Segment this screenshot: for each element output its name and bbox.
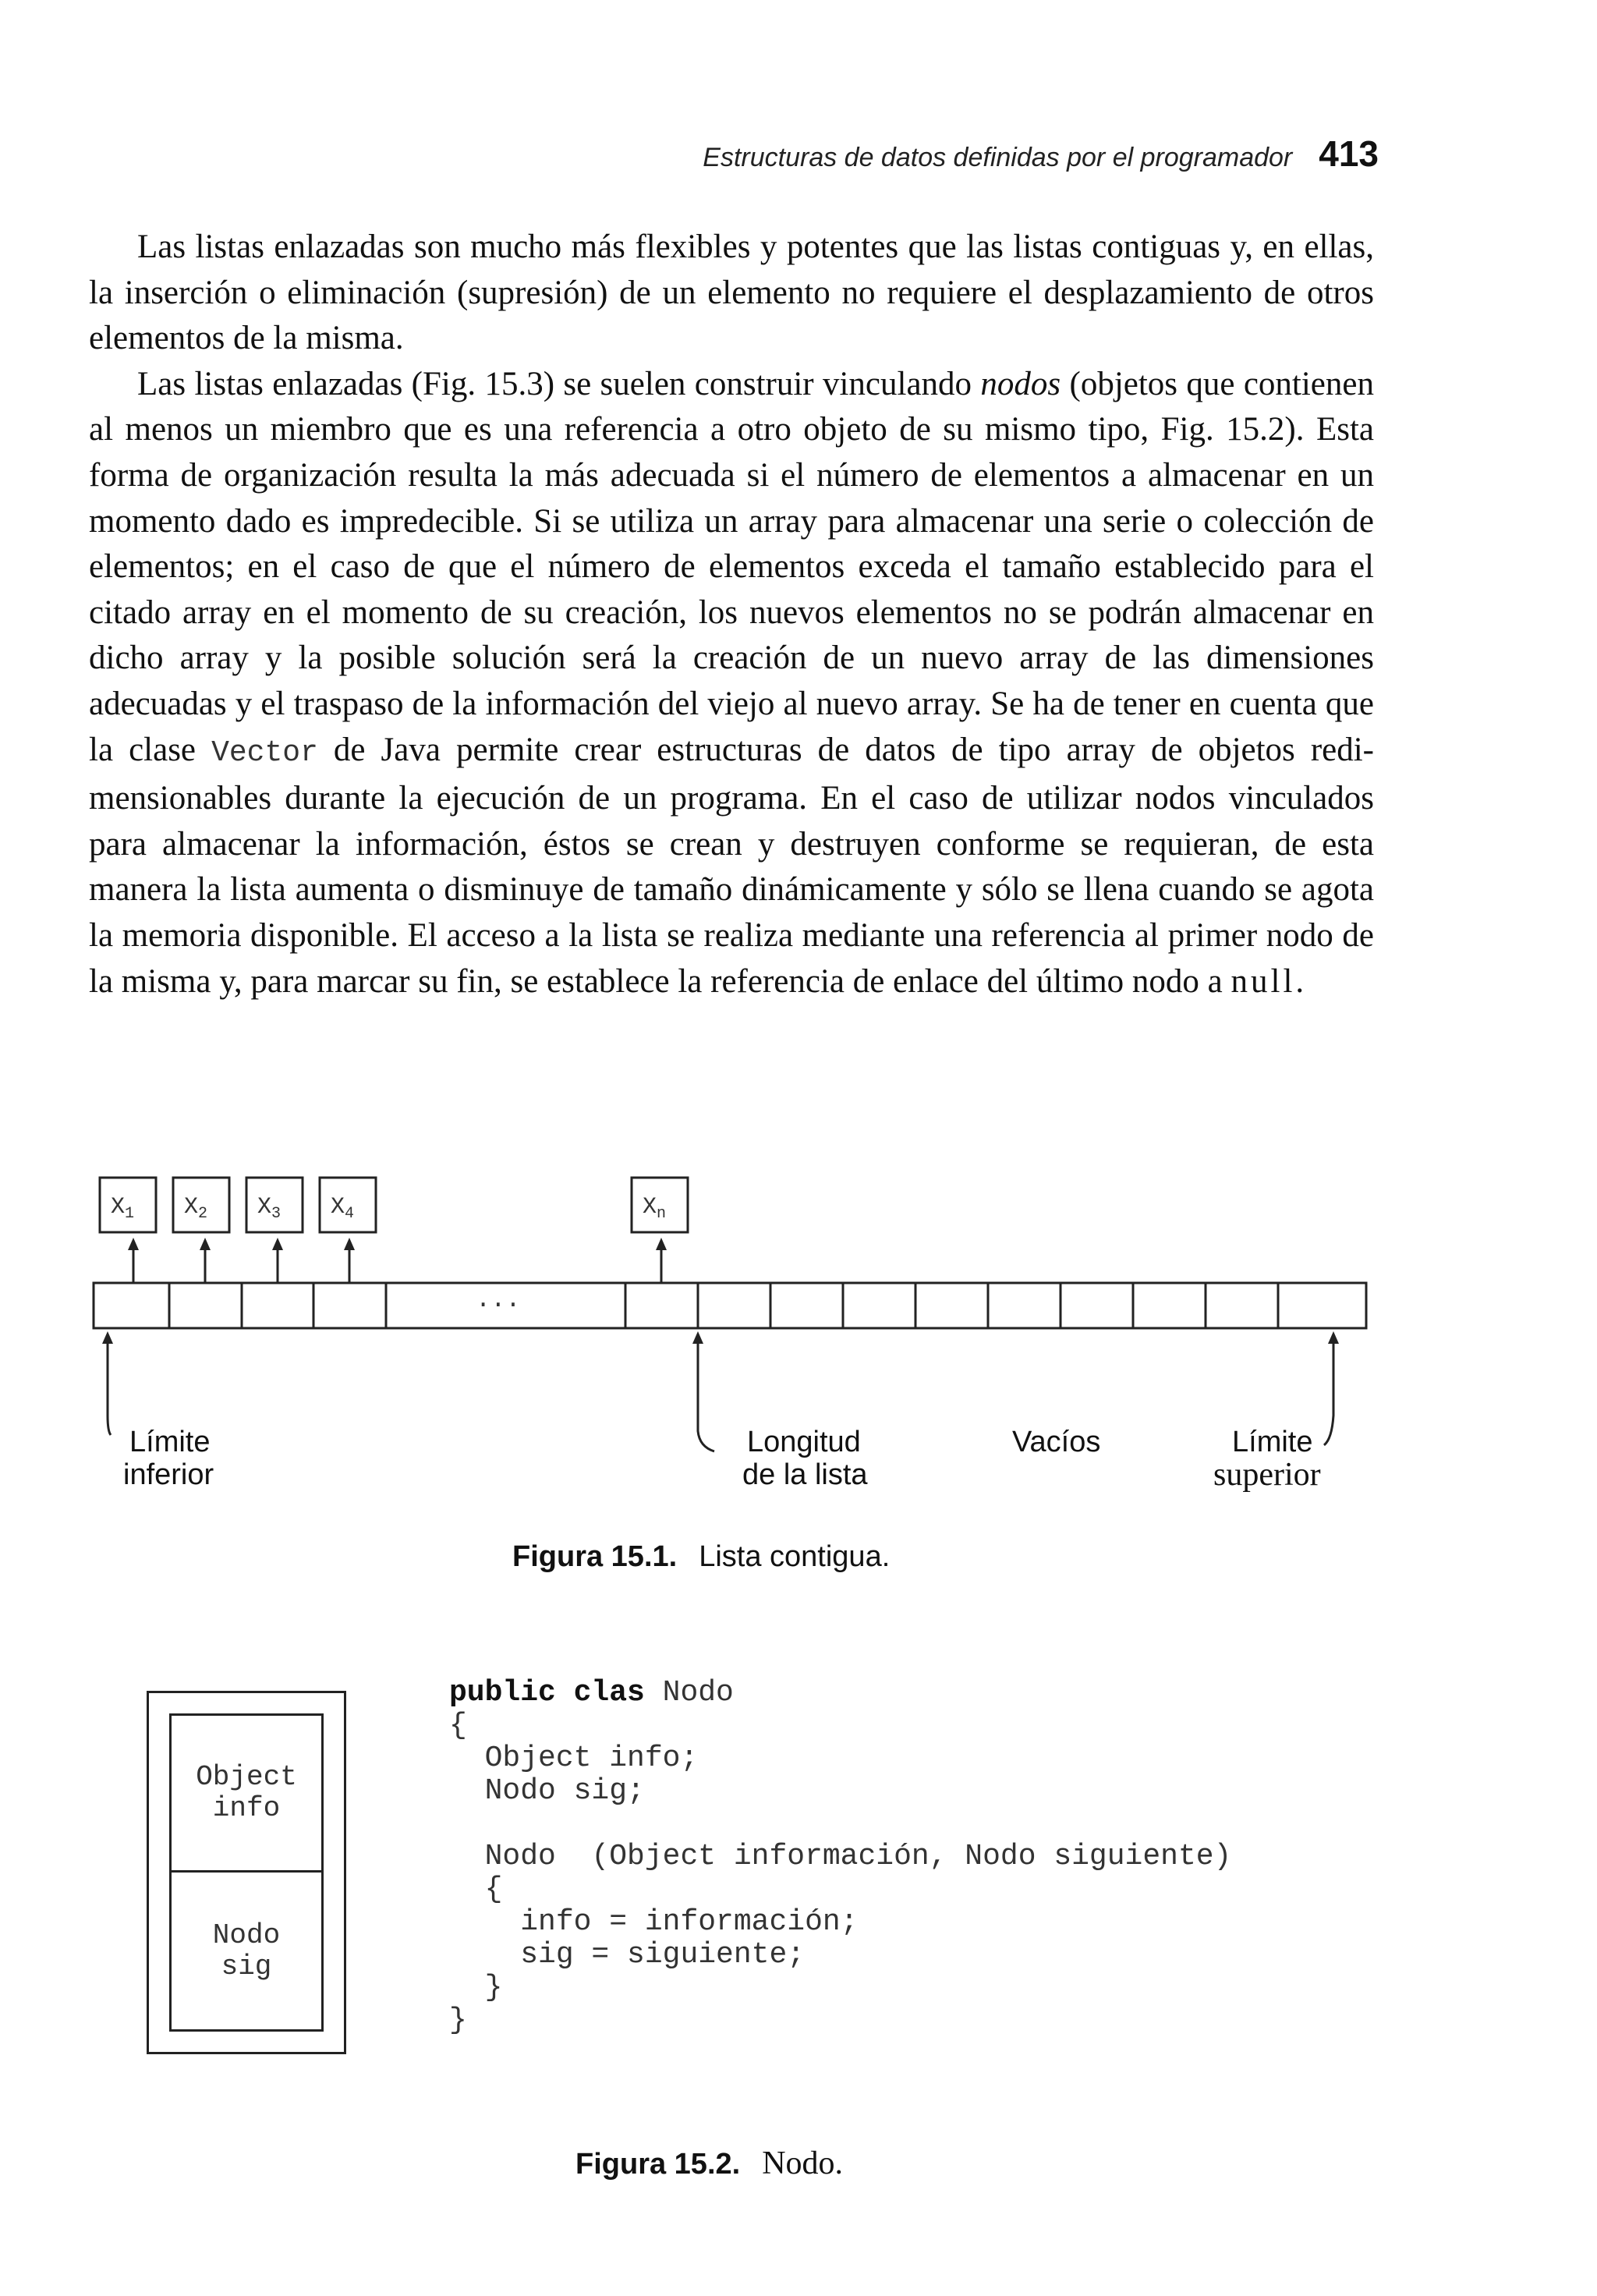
code-line-6: Nodo (Object información, Nodo siguiente) — [449, 1840, 1232, 1873]
paragraph-2 — [89, 362, 1374, 1004]
node-field-sig-type: Nodo — [212, 1919, 281, 1951]
element-label-3: $X_3$ — [257, 1194, 282, 1223]
code-line-1-rest: Nodo — [644, 1676, 734, 1710]
paragraph-2-part-1: Las listas enlazadas (Fig. 15.3) se suelen construir vinculando — [137, 365, 981, 402]
code-null: null — [1231, 962, 1296, 1000]
term-nodos: nodos — [980, 365, 1061, 402]
figure-15-2-text: Nodo. — [762, 2145, 844, 2181]
label-vacios: Vacíos — [1012, 1426, 1101, 1458]
running-header — [703, 133, 1379, 175]
code-line-7: { — [449, 1873, 503, 1906]
figure-15-1-caption — [512, 1540, 890, 1574]
code-line-9: sig = siguiente; — [449, 1938, 806, 1972]
node-field-sig — [172, 1873, 321, 2029]
element-label-2: $X_2$ — [184, 1194, 208, 1223]
node-inner-box — [169, 1713, 324, 2032]
figure-15-2-caption — [575, 2145, 843, 2182]
node-diagram — [147, 1691, 346, 2054]
label-limite-inferior-1: Límite — [129, 1426, 211, 1458]
label-longitud-1: Longitud — [747, 1426, 861, 1458]
label-longitud-2: de la lista — [742, 1458, 868, 1491]
code-line-4: Nodo sig; — [449, 1774, 645, 1808]
figure-15-1-number: Figura 15.1. — [512, 1540, 678, 1573]
code-listing — [449, 1677, 1231, 2037]
paragraph-2-part-4: . — [1295, 962, 1305, 1000]
label-limite-inferior-2: inferior — [123, 1458, 214, 1491]
paragraph-1: Las listas enlazadas son mucho más flexibles y potentes que las listas contiguas y, en ellas, la inserción o eliminación (supresión) de un elemento no requiere el desplazamiento de otros elementos de la misma. — [89, 229, 1374, 357]
node-field-info — [172, 1716, 321, 1873]
label-limite-superior-2: superior — [1213, 1457, 1321, 1493]
code-line-11: } — [449, 2004, 467, 2037]
body-text — [89, 225, 1374, 1004]
code-line-10: } — [449, 1971, 503, 2004]
array-outline — [94, 1283, 1366, 1328]
element-label-4: $X_4$ — [331, 1194, 355, 1223]
array-ellipsis: ... — [476, 1285, 521, 1314]
code-line-8: info = información; — [449, 1905, 859, 1939]
node-field-info-type: Object — [196, 1761, 297, 1793]
paragraph-2-part-3: de Java permite crear estructuras de datos de tipo array de objetos redimensionables durante la ejecución de un programa. En el caso de utilizar nodos vinculados para almacenar la información, éstos se crean y destruyen conforme se requieran, de esta manera la lista aumenta o disminuye de tamaño dinámicamente y sólo se llena cuando se agota la memoria disponible. El acceso a la lista se realiza mediante una referencia al primer nodo de la misma y, para marcar su fin, se establece la referencia de enlace del último nodo a — [89, 731, 1374, 1000]
figure-15-1-text: Lista contigua. — [699, 1540, 891, 1573]
node-field-info-name: info — [212, 1792, 281, 1824]
code-keyword: public clas — [449, 1676, 645, 1710]
pointer-limite-inferior — [108, 1339, 111, 1435]
paragraph-2-part-2: (objetos que contienen al menos un miembro que es una referencia a otro objeto de su mismo tipo, Fig. 15.2). Esta forma de organización resulta la más adecuada si el número de elementos a almacenar en un momento dado es impredecible. Si se utiliza un array para almacenar una serie o colección de elementos; en el caso de que el número de elementos exceda el tamaño establecido para el citado array en el momento de su creación, los nuevos elementos no se podrán almacenar en dicho array y la posible solución será la creación de un nuevo array de las dimensiones adecuadas y el traspaso de la información del viejo al nuevo array. Se ha de tener en cuenta que la clase — [89, 365, 1374, 768]
node-field-sig-name: sig — [221, 1950, 272, 1982]
element-label-1: $X_1$ — [111, 1194, 135, 1223]
pointer-longitud — [698, 1339, 714, 1451]
code-line-2: { — [449, 1709, 467, 1742]
page-number: 413 — [1319, 133, 1379, 174]
figure-15-1-diagram — [78, 1166, 1372, 1509]
label-limite-superior-1: Límite — [1232, 1426, 1313, 1458]
element-label-n: $X_n$ — [643, 1194, 667, 1223]
code-line-3: Object info; — [449, 1741, 699, 1775]
running-title: Estructuras de datos definidas por el programador — [703, 143, 1293, 172]
code-vector: Vector — [211, 735, 318, 770]
figure-15-2-number: Figura 15.2. — [575, 2148, 741, 2181]
pointer-limite-superior — [1324, 1339, 1333, 1445]
